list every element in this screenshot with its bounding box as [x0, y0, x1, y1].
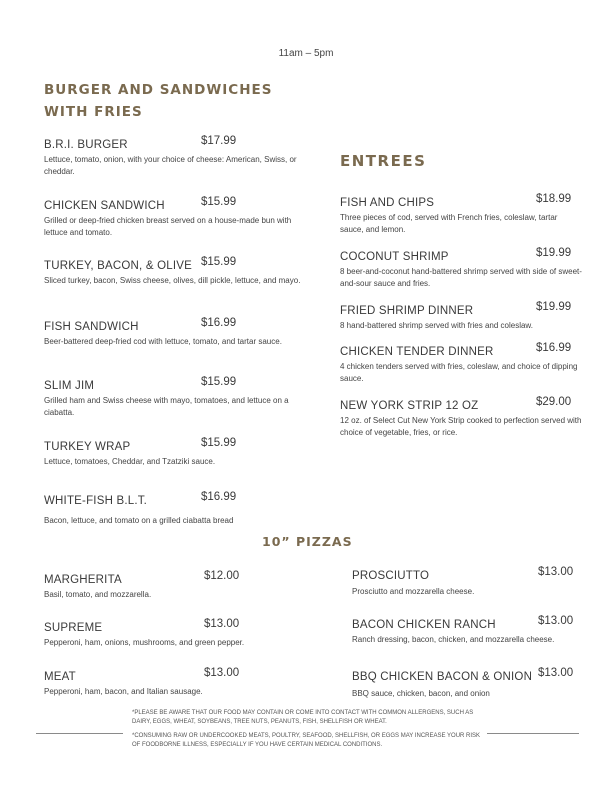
item-price: $19.99 [536, 247, 572, 259]
item-price: $13.00 [204, 667, 240, 679]
item-description: Grilled or deep-fried chicken breast served on a house-made bun with lettuce and tomato. [44, 216, 292, 237]
item-price: $15.99 [201, 437, 237, 449]
item-description: 4 chicken tenders served with fries, coleslaw, and choice of dipping sauce. [340, 362, 578, 383]
item-price: $29.00 [536, 396, 572, 408]
footer-divider-right [487, 733, 579, 734]
menu-item-chicken-tender-dinner [340, 342, 582, 385]
menu-item-supreme [44, 618, 304, 649]
pizza-section-title: 10” PIZZAS [262, 534, 353, 549]
item-name: FISH SANDWICH [44, 321, 139, 333]
item-name: FRIED SHRIMP DINNER [340, 305, 474, 317]
menu-item-chicken-sandwich [44, 196, 302, 239]
item-description: 8 hand-battered shrimp served with fries and coleslaw. [340, 321, 533, 330]
allergen-notice: *PLEASE BE AWARE THAT OUR FOOD MAY CONTAIN OR COME INTO CONTACT WITH COMMON ALLERGENS, SUCH AS DAIRY, EGGS, WHEAT, SOYBEANS, TREE NUTS, PEANUTS, FISH, SHELLFISH OR WHEAT. [132, 710, 474, 725]
item-description: Basil, tomato, and mozzarella. [44, 590, 152, 599]
item-name: SLIM JIM [44, 380, 95, 392]
burger-section-title-line2: WITH FRIES [44, 104, 143, 120]
item-description: Beer-battered deep-fried cod with lettuce, tomato, and tartar sauce. [44, 337, 282, 346]
item-name: BACON CHICKEN RANCH [352, 619, 496, 631]
item-price: $15.99 [201, 376, 237, 388]
item-name: PROSCIUTTO [352, 570, 430, 582]
item-name: SUPREME [44, 622, 103, 634]
item-name: MARGHERITA [44, 574, 122, 586]
item-description: Pepperoni, ham, bacon, and Italian sausage. [44, 687, 203, 696]
item-price: $17.99 [201, 135, 237, 147]
item-description: BBQ sauce, chicken, bacon, and onion [352, 689, 490, 698]
entrees-section-title: ENTREES [340, 152, 427, 170]
hours: 11am – 5pm [278, 48, 334, 59]
menu-item-bacon-chicken-ranch [352, 615, 584, 646]
item-name: FISH AND CHIPS [340, 197, 435, 209]
menu-item-bbq-chicken-bacon-onion [352, 667, 584, 700]
item-price: $13.00 [204, 618, 240, 630]
footer-notes [132, 709, 482, 755]
item-name: MEAT [44, 671, 76, 683]
item-name: WHITE-FISH B.L.T. [44, 495, 148, 507]
menu-item-prosciutto [352, 566, 584, 598]
menu-item-turkey-wrap [44, 437, 302, 468]
item-name: TURKEY, BACON, & OLIVE [44, 260, 192, 272]
item-price: $19.99 [536, 301, 572, 313]
item-price: $16.99 [536, 342, 572, 354]
item-description: Pepperoni, ham, onions, mushrooms, and green pepper. [44, 638, 245, 647]
menu-item-meat [44, 667, 304, 698]
item-price: $16.99 [201, 491, 237, 503]
item-description: Ranch dressing, bacon, chicken, and mozzarella cheese. [352, 635, 555, 644]
item-description: 8 beer-and-coconut hand-battered shrimp served with side of sweet-and-sour sauce and fries. [340, 267, 582, 288]
menu-item-margherita [44, 570, 304, 601]
item-name: BBQ CHICKEN BACON & ONION [352, 671, 533, 683]
item-description: Bacon, lettuce, and tomato on a grilled ciabatta bread [44, 516, 234, 525]
item-name: TURKEY WRAP [44, 441, 131, 453]
menu-item-fried-shrimp-dinner [340, 301, 582, 332]
item-price: $13.00 [538, 566, 574, 578]
item-description: 12 oz. of Select Cut New York Strip cooked to perfection served with choice of vegetable, fries, or rice. [340, 416, 582, 437]
menu-item-new-york-strip [340, 396, 582, 439]
item-price: $18.99 [536, 193, 572, 205]
menu-item-fish-and-chips [340, 193, 582, 236]
menu-item-slim-jim [44, 376, 302, 419]
item-description: Lettuce, tomato, onion, with your choice of cheese: American, Swiss, or cheddar. [44, 155, 297, 176]
item-price: $13.00 [538, 615, 574, 627]
item-description: Lettuce, tomatoes, Cheddar, and Tzatziki sauce. [44, 457, 216, 466]
menu-item-white-fish-blt [44, 491, 302, 527]
menu-item-bri-burger [44, 135, 302, 178]
item-description: Prosciutto and mozzarella cheese. [352, 587, 475, 596]
item-price: $16.99 [201, 317, 237, 329]
item-name: NEW YORK STRIP 12 OZ [340, 400, 479, 412]
menu-item-fish-sandwich [44, 317, 302, 348]
menu-item-coconut-shrimp [340, 247, 582, 290]
menu-item-turkey-bacon-olive [44, 256, 302, 287]
item-name: B.R.I. BURGER [44, 139, 128, 151]
item-name: CHICKEN TENDER DINNER [340, 346, 494, 358]
item-description: Grilled ham and Swiss cheese with mayo, tomatoes, and lettuce on a ciabatta. [44, 396, 289, 417]
item-description: Three pieces of cod, served with French fries, coleslaw, tartar sauce, and lemon. [340, 213, 558, 234]
burger-section-title-line1: BURGER AND SANDWICHES [44, 82, 273, 98]
item-price: $12.00 [204, 570, 240, 582]
item-description: Sliced turkey, bacon, Swiss cheese, olives, dill pickle, lettuce, and mayo. [44, 276, 301, 285]
footer-divider-left [36, 733, 123, 734]
item-price: $13.00 [538, 667, 574, 679]
raw-food-notice: *CONSUMING RAW OR UNDERCOOKED MEATS, POULTRY, SEAFOOD, SHELLFISH, OR EGGS MAY INCREASE YOUR RISK OF FOODBORNE ILLNESS, ESPECIALLY IF YOU HAVE CERTAIN MEDICAL CONDITIONS. [132, 733, 481, 748]
item-price: $15.99 [201, 196, 237, 208]
item-name: CHICKEN SANDWICH [44, 200, 165, 212]
burger-section-title [44, 79, 294, 123]
item-price: $15.99 [201, 256, 237, 268]
item-name: COCONUT SHRIMP [340, 251, 449, 263]
